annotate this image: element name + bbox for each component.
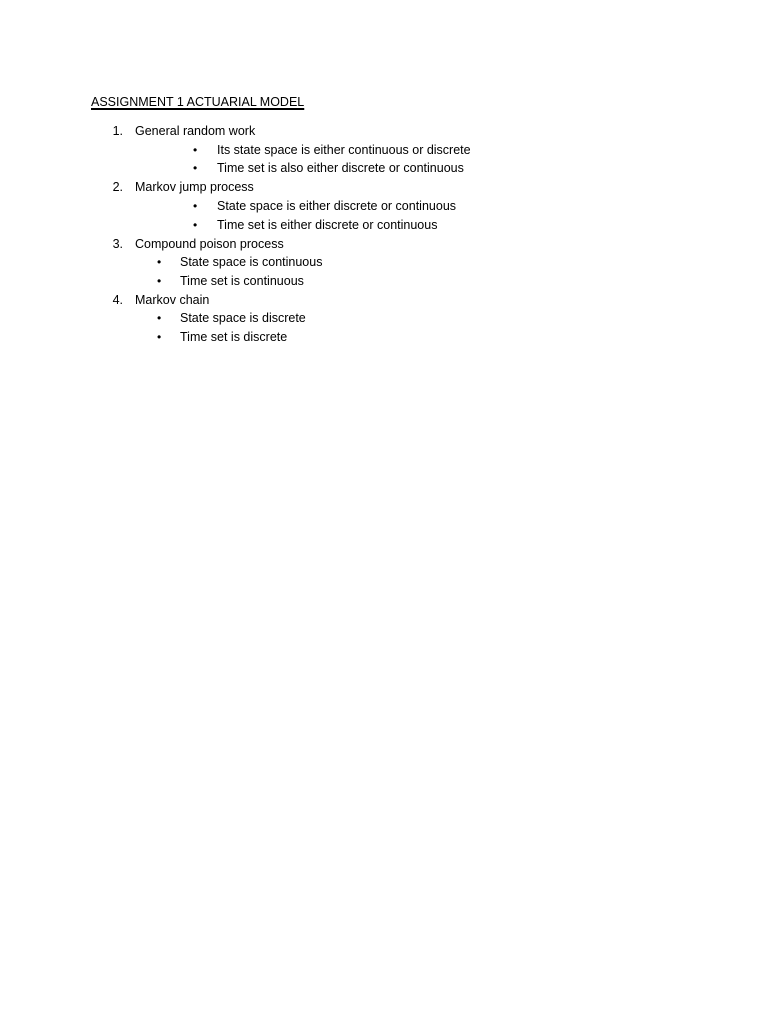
bullet-icon: •: [157, 274, 162, 288]
bullet-icon: •: [193, 218, 198, 232]
item-number: 3.: [112, 237, 123, 251]
bullet-text: Time set is continuous: [180, 274, 304, 288]
bullet-icon: •: [193, 199, 198, 213]
item-number: 1.: [112, 124, 123, 138]
item-text: General random work: [135, 124, 256, 138]
item-number: 2.: [112, 180, 123, 194]
bullet-text: Its state space is either continuous or discrete: [217, 143, 471, 157]
item-text: Markov chain: [135, 293, 210, 307]
item-text: Markov jump process: [135, 180, 254, 194]
item-text: Compound poison process: [135, 237, 284, 251]
bullet-text: Time set is also either discrete or continuous: [217, 161, 464, 175]
bullet-text: State space is discrete: [180, 311, 306, 325]
bullet-text: Time set is either discrete or continuous: [217, 218, 438, 232]
bullet-icon: •: [157, 311, 162, 325]
bullet-icon: •: [157, 255, 162, 269]
bullet-icon: •: [193, 143, 198, 157]
bullet-icon: •: [193, 161, 198, 175]
page-title: ASSIGNMENT 1 ACTUARIAL MODEL: [91, 95, 305, 109]
bullet-text: Time set is discrete: [180, 330, 288, 344]
bullet-text: State space is continuous: [180, 255, 323, 269]
bullet-text: State space is either discrete or continuous: [217, 199, 457, 213]
bullet-icon: •: [157, 330, 162, 344]
item-number: 4.: [112, 293, 123, 307]
